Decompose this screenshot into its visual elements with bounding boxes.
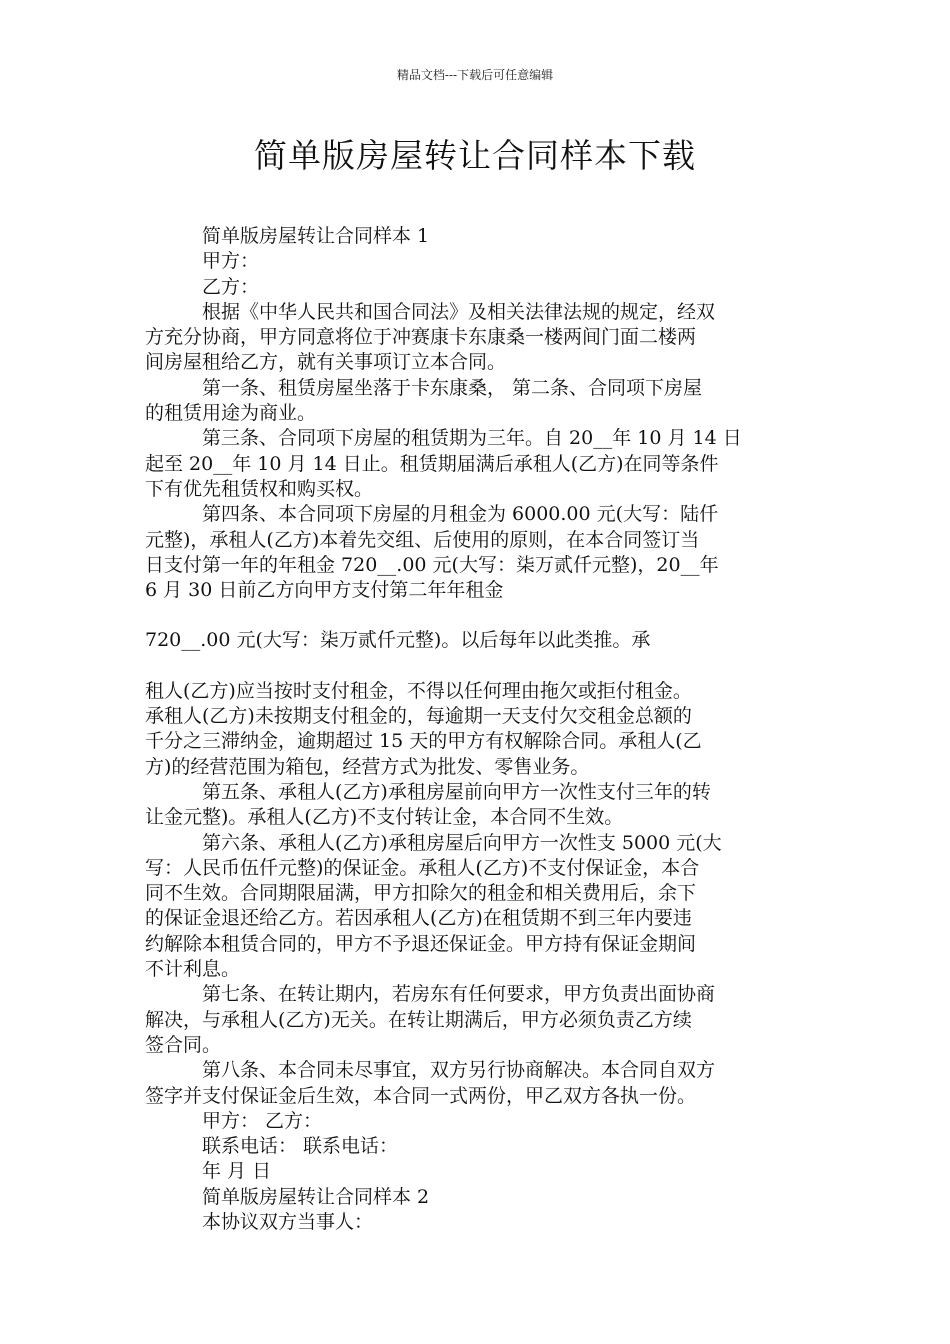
body-line: 元整)，承租人(乙方)本着先交组、后使用的原则，在本合同签订当 [145, 528, 700, 551]
body-line: 第三条、合同项下房屋的租赁期为三年。自 20__年 10 月 14 日 [202, 427, 742, 450]
body-line: 同不生效。合同期限届满，甲方扣除欠的租金和相关费用后，余下 [145, 882, 697, 905]
body-line: 解决，与承租人(乙方)无关。在转让期满后，甲方必须负责乙方续 [145, 1008, 692, 1031]
body-line: 签合同。 [145, 1033, 222, 1056]
body-line: 第八条、本合同未尽事宜，双方另行协商解决。本合同自双方 [202, 1059, 716, 1082]
body-line: 让金元整)。承租人(乙方)不支付转让金，本合同不生效。 [145, 806, 624, 829]
signature-date: 年 月 日 [202, 1160, 272, 1183]
body-line: 签字并支付保证金后生效，本合同一式两份，甲乙双方各执一份。 [145, 1084, 697, 1107]
body-line: 不计利息。 [145, 958, 241, 981]
section-heading: 简单版房屋转让合同样本 2 [202, 1185, 430, 1208]
body-line: 下有优先租赁权和购买权。 [145, 477, 374, 500]
body-line: 第六条、承租人(乙方)承租房屋后向甲方一次性支 5000 元(大 [202, 831, 722, 854]
contact-phones: 联系电话： 联系电话： [202, 1135, 399, 1158]
body-line: 本协议双方当事人： [202, 1210, 374, 1233]
body-line: 方)的经营范围为箱包，经营方式为批发、零售业务。 [145, 755, 590, 778]
body-line: 租人(乙方)应当按时支付租金，不得以任何理由拖欠或拒付租金。 [145, 679, 692, 702]
section-heading: 简单版房屋转让合同样本 1 [202, 225, 430, 247]
body-line: 写：人民币伍仟元整)的保证金。承租人(乙方)不支付保证金，本合 [145, 856, 700, 879]
body-line: 间房屋租给乙方，就有关事项订立本合同。 [145, 351, 507, 374]
body-line: 的租赁用途为商业。 [145, 402, 317, 425]
header-note: 精品文档---下载后可任意编辑 [396, 68, 554, 82]
body-line: 约解除本租赁合同的，甲方不予退还保证金。甲方持有保证金期间 [145, 932, 697, 955]
body-line: 第一条、租赁房屋坐落于卡东康桑， 第二条、合同项下房屋 [202, 376, 703, 399]
party-a-label: 甲方： [202, 250, 260, 273]
body-line: 方充分协商，甲方同意将位于冲赛康卡东康桑一楼两间门面二楼两 [145, 326, 697, 349]
body-line: 日支付第一年的年租金 720__.00 元(大写：柒万贰仟元整)，20__年 [145, 553, 719, 576]
document-title: 简单版房屋转让合同样本下载 [254, 136, 696, 175]
body-line: 的保证金退还给乙方。若因承租人(乙方)在租赁期不到三年内要违 [145, 907, 692, 930]
body-line: 承租人(乙方)未按期支付租金的，每逾期一天支付欠交租金总额的 [145, 705, 692, 728]
document-body [145, 224, 810, 1235]
body-line: 6 月 30 日前乙方向甲方支付第二年年租金 [145, 579, 504, 602]
body-line: 720__.00 元(大写：柒万贰仟元整)。以后每年以此类推。承 [145, 629, 651, 652]
signature-parties: 甲方： 乙方： [202, 1109, 323, 1132]
body-line: 根据《中华人民共和国合同法》及相关法律法规的规定，经双 [202, 300, 716, 323]
body-line: 第四条、本合同项下房屋的月租金为 6000.00 元(大写：陆仟 [202, 503, 719, 526]
body-line: 千分之三滞纳金，逾期超过 15 天的甲方有权解除合同。承租人(乙 [145, 730, 702, 753]
body-line: 第五条、承租人(乙方)承租房屋前向甲方一次性支付三年的转 [202, 780, 711, 803]
body-line: 第七条、在转让期内，若房东有任何要求，甲方负责出面协商 [202, 983, 716, 1006]
party-b-label: 乙方： [202, 275, 260, 298]
body-line: 起至 20__年 10 月 14 日止。租赁期届满后承租人(乙方)在同等条件 [145, 452, 719, 475]
